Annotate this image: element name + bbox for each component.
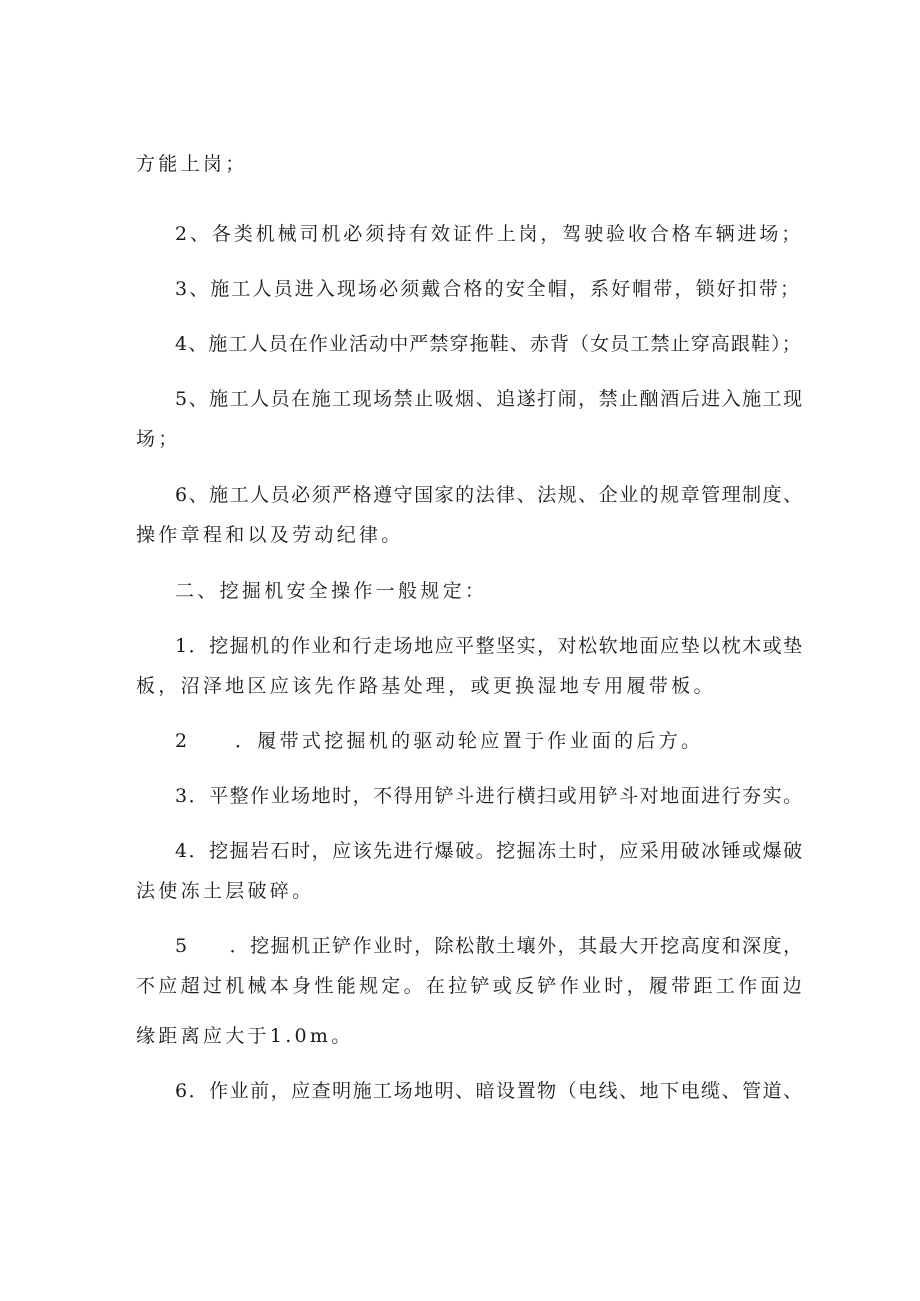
text-line: 6、施工人员必须严格遵守国家的法律、法规、企业的规章管理制度、 (175, 484, 804, 506)
text-line: 3、施工人员进入现场必须戴合格的安全帽，系好帽带，锁好扣带； (175, 278, 802, 300)
text-line: 法使冻土层破碎。 (136, 880, 315, 902)
text-line: 1．挖掘机的作业和行走场地应平整坚实，对松软地面应垫以枕木或垫 (175, 635, 804, 657)
text-line: 场； (136, 428, 181, 450)
text-line: 缘距离应大于1.0m。 (136, 1025, 354, 1047)
text-line: 5 ．挖掘机正铲作业时，除松散土壤外，其最大开挖高度和深度， (175, 935, 804, 957)
text-line: 3．平整作业场地时，不得用铲斗进行横扫或用铲斗对地面进行夯实。 (175, 785, 804, 807)
text-line: 6．作业前，应查明施工场地明、暗设置物（电线、地下电缆、管道、 (175, 1080, 804, 1102)
text-line: 不应超过机械本身性能规定。在拉铲或反铲作业时，履带距工作面边 (136, 975, 806, 997)
section-heading: 二、挖掘机安全操作一般规定： (175, 580, 488, 602)
text-line: 4、施工人员在作业活动中严禁穿拖鞋、赤背（女员工禁止穿高跟鞋）； (175, 333, 802, 355)
text-line: 2、各类机械司机必须持有效证件上岗，驾驶验收合格车辆进场； (175, 223, 804, 245)
text-line: 4．挖掘岩石时，应该先进行爆破。挖掘冻土时，应采用破冰锤或爆破 (175, 840, 804, 862)
text-line: 操作章程和以及劳动纪律。 (136, 524, 404, 546)
text-line: 2 ．履带式挖掘机的驱动轮应置于作业面的后方。 (175, 730, 704, 752)
text-line: 5、施工人员在施工现场禁止吸烟、追遂打闹，禁止酗酒后进入施工现 (175, 388, 804, 410)
text-line: 方能上岗； (136, 153, 248, 175)
text-line: 板，沼泽地区应该先作路基处理，或更换湿地专用履带板。 (136, 675, 716, 697)
